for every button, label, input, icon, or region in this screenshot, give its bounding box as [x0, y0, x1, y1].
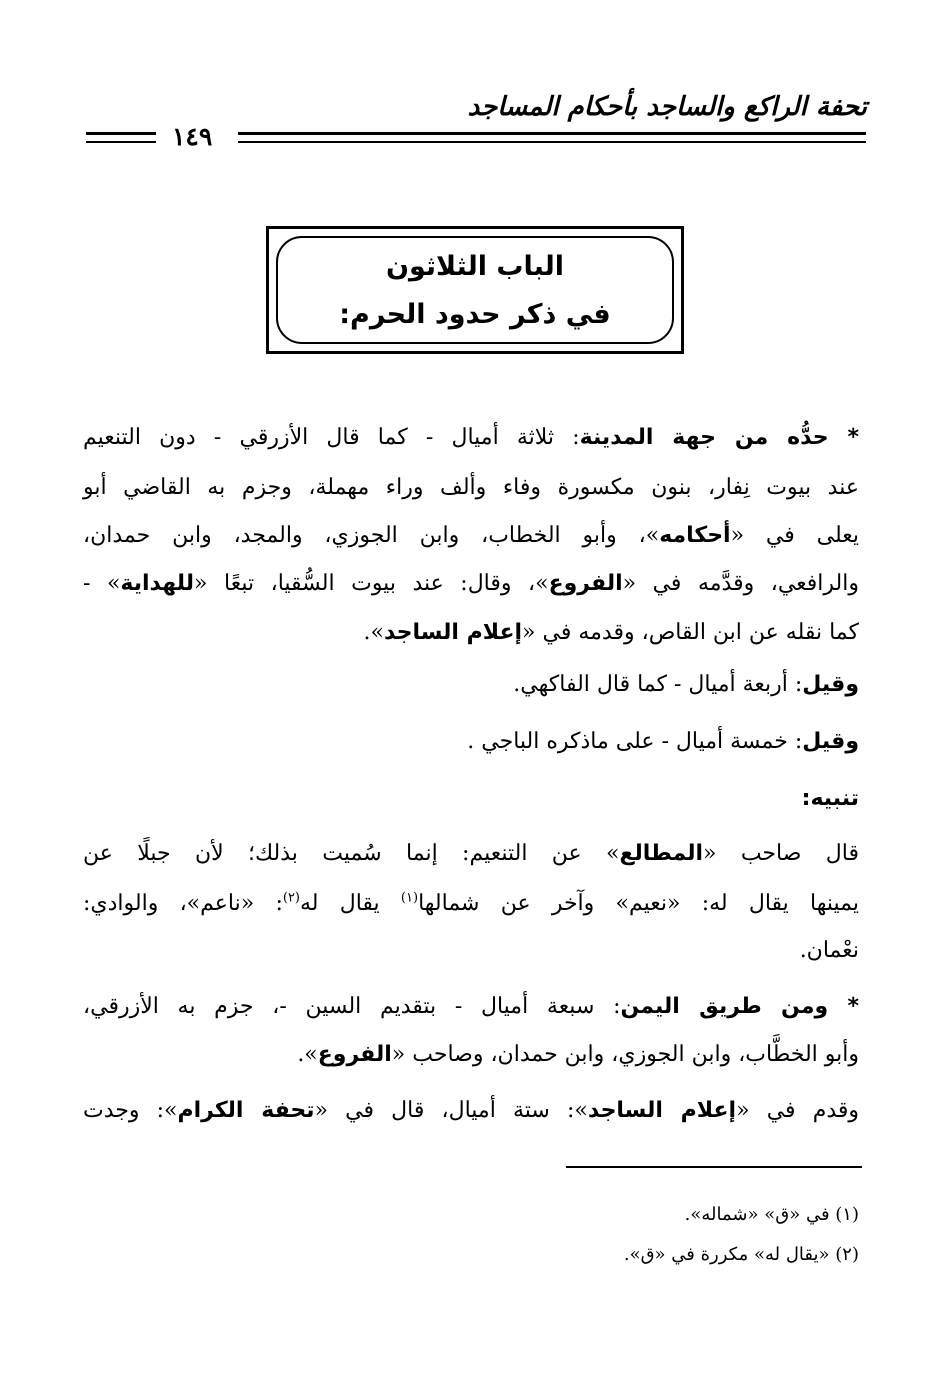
chapter-title: الباب الثلاثون — [385, 251, 565, 282]
footnote-2: (٢) «يقال له» مكررة في «ق». — [623, 1244, 859, 1265]
book-title: الفروع — [548, 571, 623, 596]
footnote-1: (١) في «ق» «شماله». — [684, 1204, 859, 1225]
tanbih-heading: تنبيه: — [801, 786, 859, 811]
footnote-marker[interactable]: (٢) — [282, 890, 300, 906]
book-title: تحفة الكرام — [177, 1098, 315, 1123]
book-title: المطالع — [619, 841, 704, 866]
running-title: تحفة الراكع والساجد بأحكام المساجد — [467, 92, 867, 122]
book-title: إعلام الساجد — [383, 620, 523, 645]
paragraph-line: وقدم في «إعلام الساجد»: ستة أميال، قال في «تحفة الكرام»: وجدت — [83, 1098, 860, 1123]
paragraph-line: قال صاحب «المطالع» عن التنعيم: إنما سُميت بذلك؛ لأن جبلًا عن — [83, 841, 859, 866]
paragraph-line: يعلى في «أحكامه»، وأبو الخطاب، وابن الجوزي، والمجد، وابن حمدان، — [83, 523, 860, 548]
header-rule-right-thin — [238, 141, 866, 143]
page-number: ١٤٩ — [172, 122, 213, 151]
section-lead: * ومن طريق اليمن — [620, 994, 859, 1019]
qil-line: وقيل: خمسة أميال - على ماذكره الباجي . — [467, 729, 859, 754]
book-title: إعلام الساجد — [587, 1098, 737, 1123]
qil-line: وقيل: أربعة أميال - كما قال الفاكهي. — [513, 672, 859, 697]
paragraph-line: * حدُّه من جهة المدينة: ثلاثة أميال - كما قال الأزرقي - دون التنعيم — [83, 425, 859, 450]
footnote-separator — [566, 1166, 862, 1168]
qil-lead: وقيل — [802, 729, 859, 754]
paragraph-line: وأبو الخطَّاب، وابن الجوزي، وابن حمدان، وصاحب «الفروع». — [297, 1042, 859, 1067]
paragraph-line: والرافعي، وقدَّمه في «الفروع»، وقال: عند بيوت السُّقيا، تبعًا «للهداية» - — [83, 571, 859, 596]
book-title: أحكامه — [659, 523, 731, 548]
paragraph-line: كما نقله عن ابن القاص، وقدمه في «إعلام الساجد». — [363, 620, 859, 645]
paragraph-line: نعْمان. — [799, 938, 859, 963]
footnote-marker[interactable]: (١) — [400, 890, 419, 906]
chapter-heading-box — [266, 226, 684, 354]
chapter-subtitle: في ذكر حدود الحرم: — [339, 299, 611, 330]
section-lead: * حدُّه من جهة المدينة — [579, 425, 859, 450]
book-title: الفروع — [317, 1042, 392, 1067]
book-title: للهداية — [120, 571, 195, 596]
header-rule-right-thick — [238, 132, 866, 135]
paragraph-line: يمينها يقال له: «نعيم» وآخر عن شمالها$^{(١)}$ يقال له$^{(٢)}$: «ناعم»، والوادي: — [83, 890, 859, 916]
header-rule-left-thin — [86, 141, 156, 143]
header-rule-left-thick — [86, 132, 156, 135]
paragraph-line: * ومن طريق اليمن: سبعة أميال - بتقديم السين -، جزم به الأزرقي، — [83, 994, 859, 1019]
qil-lead: وقيل — [802, 672, 859, 697]
paragraph-line: عند بيوت نِفار، بنون مكسورة وفاء وألف وراء مهملة، وجزم به القاضي أبو — [83, 475, 859, 500]
